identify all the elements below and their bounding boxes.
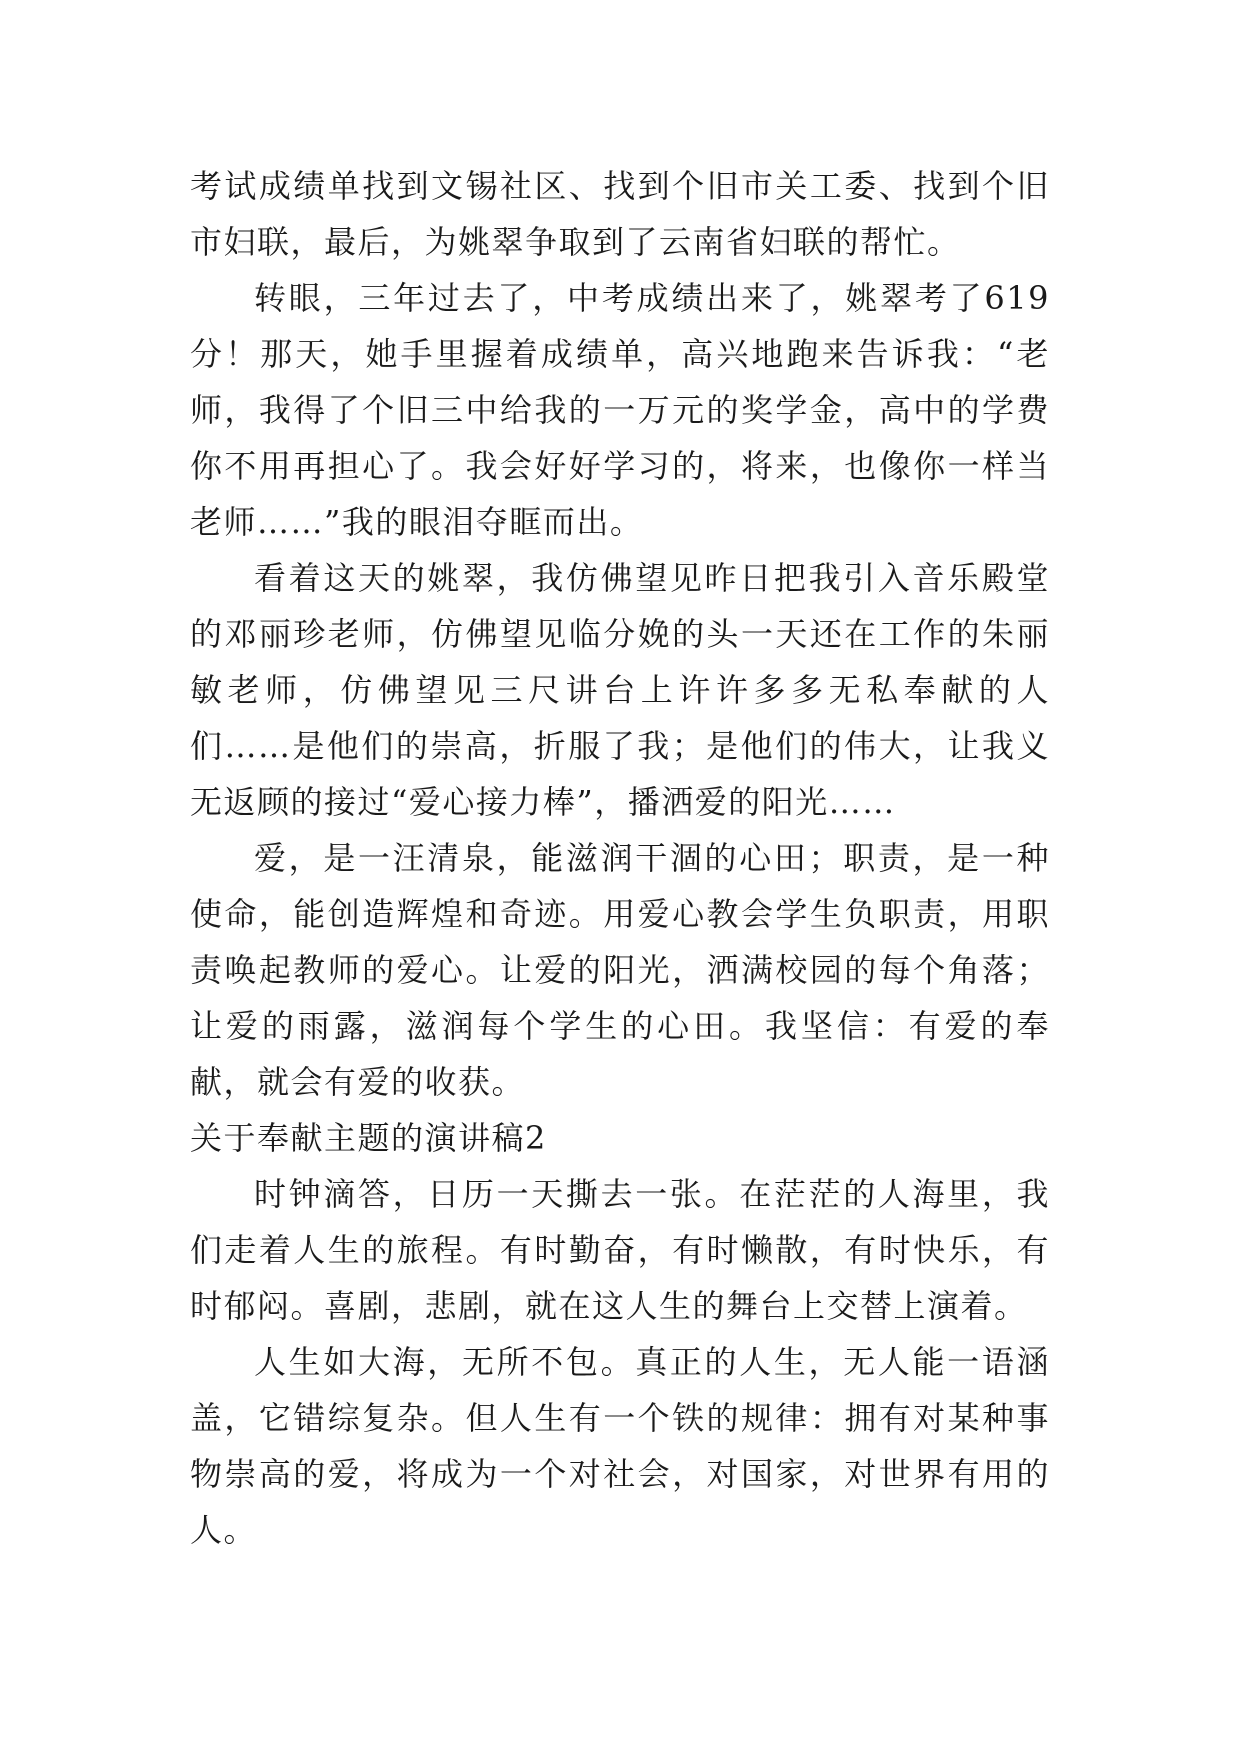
document-body	[190, 158, 1050, 1558]
paragraph: 爱，是一汪清泉，能滋润干涸的心田；职责，是一种使命，能创造辉煌和奇迹。用爱心教会学生负职责，用职责唤起教师的爱心。让爱的阳光，洒满校园的每个角落；让爱的雨露，滋润每个学生的心田。我坚信：有爱的奉献，就会有爱的收获。	[190, 839, 1050, 1101]
paragraph: 看着这天的姚翠，我仿佛望见昨日把我引入音乐殿堂的邓丽珍老师，仿佛望见临分娩的头一天还在工作的朱丽敏老师，仿佛望见三尺讲台上许许多多无私奉献的人们……是他们的崇高，折服了我；是他们的伟大，让我义无返顾的接过“爱心接力棒”，播洒爱的阳光……	[190, 559, 1050, 821]
paragraph: 转眼，三年过去了，中考成绩出来了，姚翠考了619分！那天，她手里握着成绩单，高兴地跑来告诉我：“老师，我得了个旧三中给我的一万元的奖学金，高中的学费你不用再担心了。我会好好学习的，将来，也像你一样当老师……”我的眼泪夺眶而出。	[190, 279, 1050, 541]
paragraph: 人生如大海，无所不包。真正的人生，无人能一语涵盖，它错综复杂。但人生有一个铁的规律：拥有对某种事物崇高的爱，将成为一个对社会，对国家，对世界有用的人。	[190, 1343, 1050, 1549]
section-heading: 关于奉献主题的演讲稿2	[190, 1119, 547, 1157]
paragraph: 时钟滴答，日历一天撕去一张。在茫茫的人海里，我们走着人生的旅程。有时勤奋，有时懒散，有时快乐，有时郁闷。喜剧，悲剧，就在这人生的舞台上交替上演着。	[190, 1175, 1050, 1325]
paragraph-continued: 考试成绩单找到文锡社区、找到个旧市关工委、找到个旧市妇联，最后，为姚翠争取到了云南省妇联的帮忙。	[190, 167, 1050, 261]
